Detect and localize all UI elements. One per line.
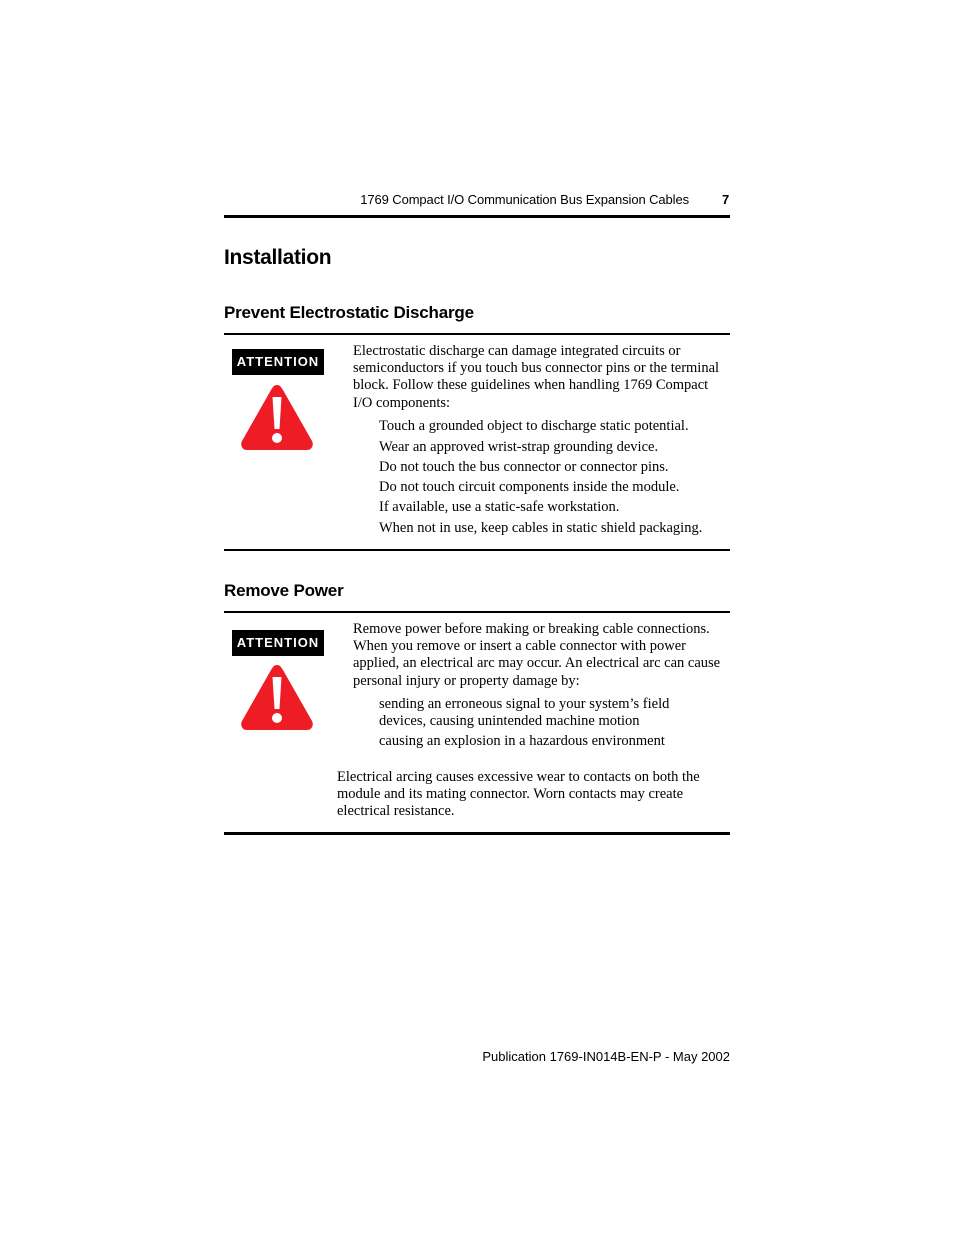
warning-triangle-icon: [238, 381, 316, 453]
warning-triangle-icon: [238, 661, 316, 733]
page-number: 7: [722, 192, 730, 207]
esd-top-rule: [224, 333, 730, 335]
esd-item: Touch a grounded object to discharge static potential.: [379, 418, 689, 434]
power-intro: Remove power before making or breaking cable connections. When you remove or insert a cable connector with power applied, an electrical arc may occur. An electrical arc can cause personal injury or property damage by:: [353, 621, 721, 689]
power-note: Electrical arcing causes excessive wear to contacts on both the module and its mating connector. Worn contacts may create electrical resistance.: [337, 769, 700, 820]
esd-item: When not in use, keep cables in static shield packaging.: [379, 520, 703, 536]
esd-intro: Electrostatic discharge can damage integrated circuits or semiconductors if you touch bus connector pins or the terminal block. Follow these guidelines when handling 1769 Compact I/O components:: [353, 343, 720, 411]
power-bottom-rule: [224, 832, 730, 835]
header-rule: [224, 215, 730, 218]
esd-bottom-rule: [224, 549, 730, 551]
esd-item: Do not touch the bus connector or connector pins.: [379, 459, 669, 475]
power-item: sending an erroneous signal to your system’s field devices, causing unintended machine motion: [379, 696, 670, 730]
power-heading: Remove Power: [224, 581, 344, 600]
esd-attention-badge: ATTENTION: [232, 349, 324, 375]
section-title: Installation: [224, 246, 332, 269]
esd-item: Do not touch circuit components inside the module.: [379, 479, 680, 495]
esd-item: If available, use a static-safe workstation.: [379, 499, 620, 515]
power-attention-badge: ATTENTION: [232, 630, 324, 656]
publication-footer: Publication 1769-IN014B-EN-P - May 2002: [482, 1049, 730, 1064]
running-header-title: 1769 Compact I/O Communication Bus Expansion Cables: [360, 192, 689, 207]
power-item: causing an explosion in a hazardous environment: [379, 733, 665, 749]
esd-item: Wear an approved wrist-strap grounding device.: [379, 439, 659, 455]
esd-heading: Prevent Electrostatic Discharge: [224, 303, 474, 322]
power-top-rule: [224, 611, 730, 613]
